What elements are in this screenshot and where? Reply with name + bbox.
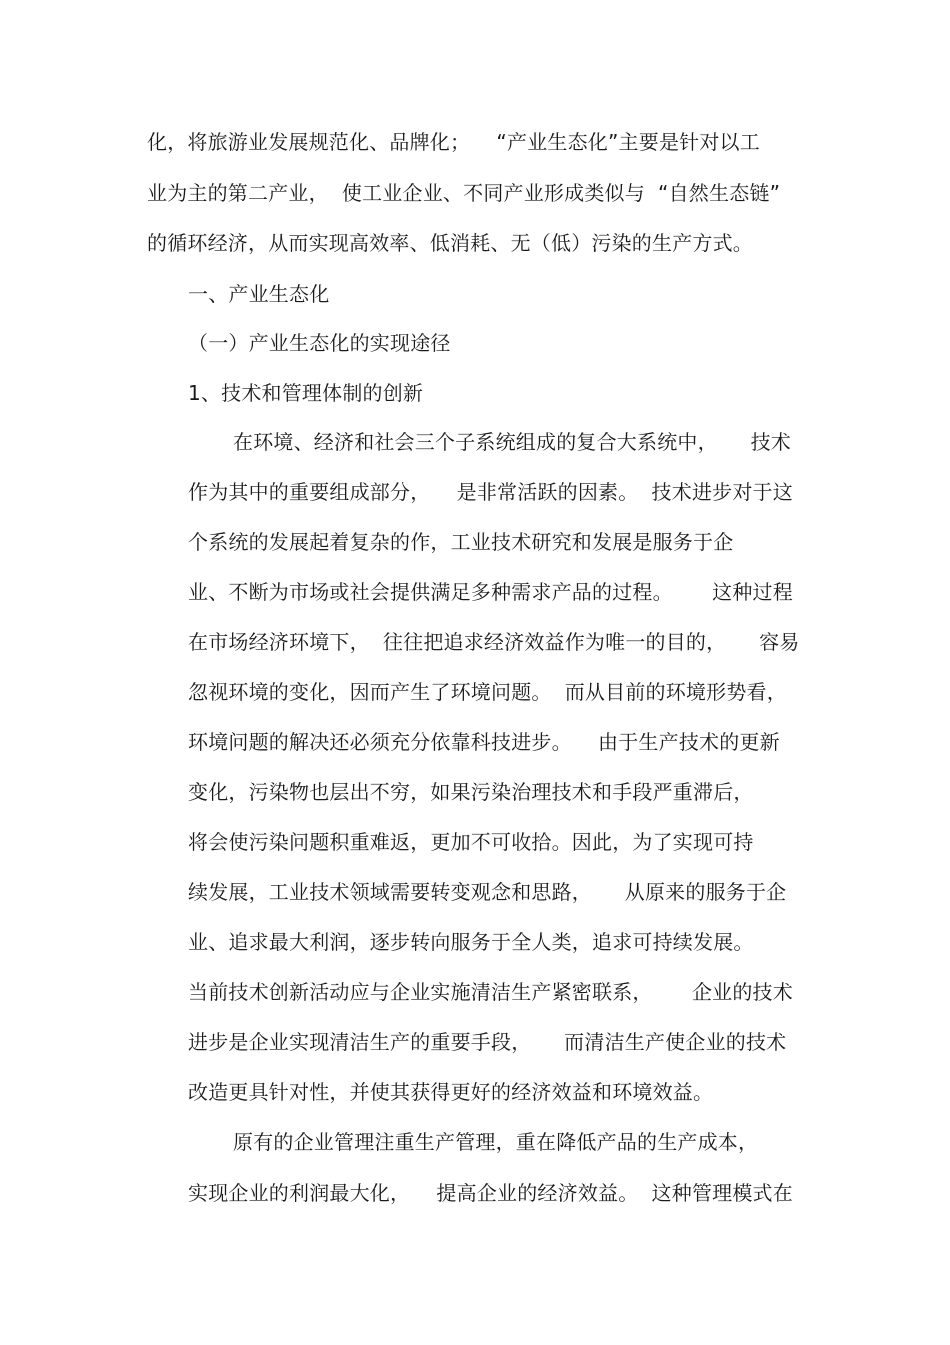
paragraph-1-line: 变化，污染物也层出不穷，如果污染治理技术和手段严重滞后，	[188, 780, 754, 804]
paragraph-1-line: 业、不断为市场或社会提供满足多种需求产品的过程。 这种过程	[188, 580, 793, 604]
subsection-heading: （一）产业生态化的实现途径	[188, 331, 451, 355]
paragraph-1-line: 进步是企业实现清洁生产的重要手段， 而清洁生产使企业的技术	[188, 1030, 787, 1054]
paragraph-1-line: 当前技术创新活动应与企业实施清洁生产紧密联系， 企业的技术	[188, 980, 793, 1004]
intro-line-1: 化，将旅游业发展规范化、品牌化； “产业生态化”主要是针对以工	[147, 130, 760, 154]
paragraph-1-line: 在市场经济环境下， 往往把追求经济效益作为唯一的目的， 容易	[188, 630, 800, 654]
paragraph-1-line: 环境问题的解决还必须充分依靠科技进步。 由于生产技术的更新	[188, 730, 780, 754]
paragraph-1-line: 作为其中的重要组成部分， 是非常活跃的因素。 技术进步对于这	[188, 480, 793, 504]
paragraph-1-line: 个系统的发展起着复杂的作，工业技术研究和发展是服务于企	[188, 530, 734, 554]
paragraph-1-line: 改造更具针对性，并使其获得更好的经济效益和环境效益。	[188, 1080, 714, 1104]
paragraph-1-line: 续发展，工业技术领域需要转变观念和思路， 从原来的服务于企	[188, 880, 787, 904]
paragraph-1-line: 业、追求最大利润，逐步转向服务于全人类，追求可持续发展。	[188, 930, 754, 954]
paragraph-1-line: 将会使污染问题积重难返，更加不可收拾。因此，为了实现可持	[188, 830, 754, 854]
paragraph-2-line: 原有的企业管理注重生产管理，重在降低产品的生产成本，	[233, 1130, 759, 1154]
intro-line-2: 业为主的第二产业， 使工业企业、不同产业形成类似与 “自然生态链”	[147, 181, 781, 205]
paragraph-2-line: 实现企业的利润最大化， 提高企业的经济效益。 这种管理模式在	[188, 1181, 793, 1205]
section-heading: 一、产业生态化	[188, 282, 330, 306]
paragraph-1-line: 忽视环境的变化，因而产生了环境问题。 而从目前的环境形势看，	[188, 680, 787, 704]
intro-line-3: 的循环经济，从而实现高效率、低消耗、无（低）污染的生产方式。	[147, 231, 753, 255]
paragraph-1-line: 在环境、经济和社会三个子系统组成的复合大系统中， 技术	[233, 430, 791, 454]
subsubsection-heading: 1、技术和管理体制的创新	[188, 381, 424, 405]
